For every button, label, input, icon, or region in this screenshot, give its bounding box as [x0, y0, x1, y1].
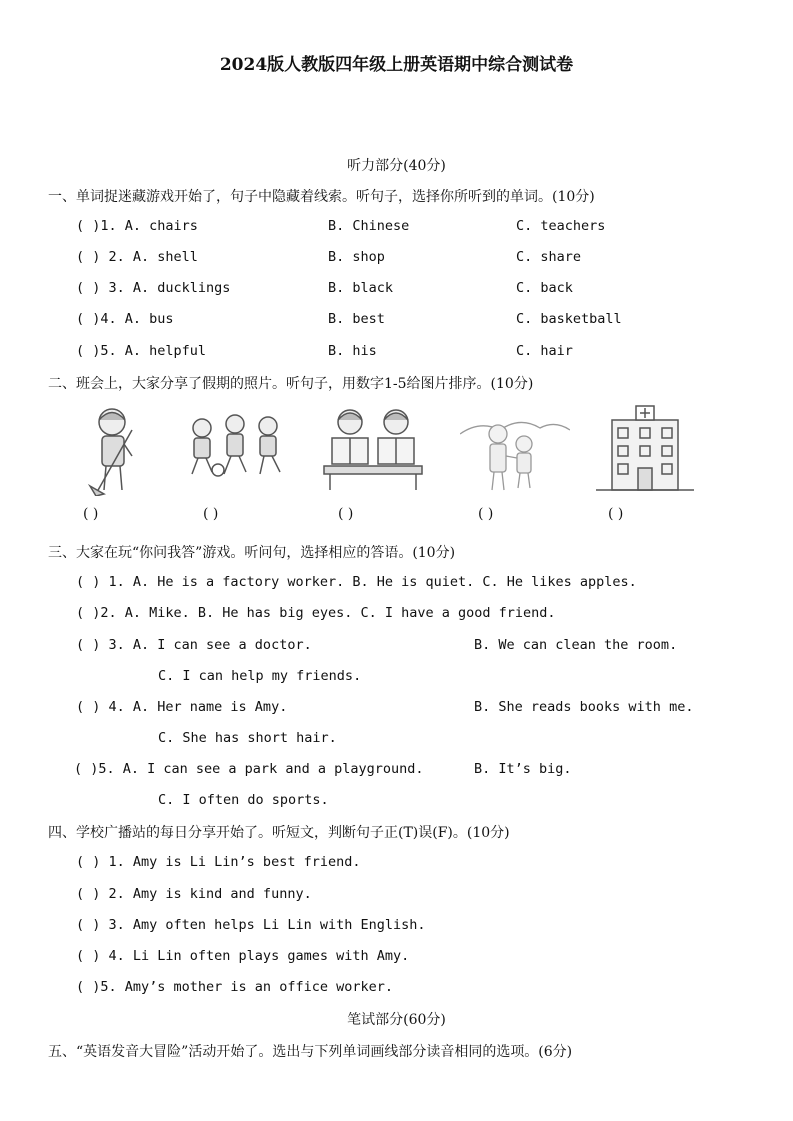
children-reading-on-bench-icon	[318, 400, 428, 496]
hospital-building-icon	[590, 400, 700, 496]
s3-line-4a: ( ) 4. A. Her name is Amy.	[76, 699, 288, 715]
s1-item-2-c: C. share	[516, 249, 582, 265]
section-4-instruction: 四、学校广播站的每日分享开始了。听短文，判断句子正(T)误(F)。(10分)	[48, 825, 510, 841]
s1-item-1-c: C. teachers	[516, 218, 606, 234]
section-5-instruction: 五、“英语发音大冒险”活动开始了。选出与下列单词画线部分读音相同的选项。(6分)	[48, 1044, 573, 1060]
s3-line-2: ( )2. A. Mike. B. He has big eyes. C. I have a good friend.	[76, 605, 556, 621]
s3-line-5a: ( )5. A. I can see a park and a playground.	[74, 761, 424, 777]
s4-item-1: ( ) 1. Amy is Li Lin’s best friend.	[76, 854, 361, 870]
writing-header: 笔试部分(60分)	[347, 1012, 446, 1028]
s4-item-5: ( )5. Amy’s mother is an office worker.	[76, 979, 393, 995]
page-title: 2024版人教版四年级上册英语期中综合测试卷	[219, 55, 574, 75]
s1-item-1-a: ( )1. A. chairs	[76, 218, 198, 234]
s1-item-3-c: C. back	[516, 280, 573, 296]
picture-2-answer[interactable]: ( )	[203, 506, 219, 522]
girl-sweeping-icon	[62, 400, 172, 496]
s1-item-3-b: B. black	[328, 280, 394, 296]
s1-item-4-b: B. best	[328, 311, 385, 327]
s3-line-3a: ( ) 3. A. I can see a doctor.	[76, 637, 312, 653]
s1-item-3-a: ( ) 3. A. ducklings	[76, 280, 231, 296]
s4-item-2: ( ) 2. Amy is kind and funny.	[76, 886, 312, 902]
section-2-instruction: 二、班会上，大家分享了假期的照片。听句子，用数字1-5给图片排序。(10分)	[48, 376, 534, 392]
s1-item-1-b: B. Chinese	[328, 218, 410, 234]
picture-3-answer[interactable]: ( )	[338, 506, 354, 522]
s3-line-4c: C. She has short hair.	[158, 730, 337, 746]
s1-item-2-b: B. shop	[328, 249, 385, 265]
section-1-instruction: 一、单词捉迷藏游戏开始了，句子中隐藏着线索。听句子，选择你所听到的单词。(10分)	[48, 189, 595, 205]
grandpa-and-boy-walking-icon	[460, 400, 570, 496]
picture-5-answer[interactable]: ( )	[608, 506, 624, 522]
s1-item-4-c: C. basketball	[516, 311, 622, 327]
picture-4-answer[interactable]: ( )	[478, 506, 494, 522]
s4-item-4: ( ) 4. Li Lin often plays games with Amy.	[76, 948, 410, 964]
s3-line-3c: C. I can help my friends.	[158, 668, 362, 684]
s3-line-1: ( ) 1. A. He is a factory worker. B. He is quiet. C. He likes apples.	[76, 574, 637, 590]
s1-item-4-a: ( )4. A. bus	[76, 311, 174, 327]
section-3-instruction: 三、大家在玩“你问我答”游戏。听问句，选择相应的答语。(10分)	[48, 545, 456, 561]
s3-line-5c: C. I often do sports.	[158, 792, 329, 808]
s3-line-3b: B. We can clean the room.	[474, 637, 678, 653]
s3-line-5b: B. It’s big.	[474, 761, 572, 777]
s3-line-4b: B. She reads books with me.	[474, 699, 694, 715]
s1-item-5-b: B. his	[328, 343, 377, 359]
boys-playing-football-icon	[180, 400, 290, 496]
s1-item-2-a: ( ) 2. A. shell	[76, 249, 198, 265]
s1-item-5-c: C. hair	[516, 343, 573, 359]
s1-item-5-a: ( )5. A. helpful	[76, 343, 207, 359]
picture-1-answer[interactable]: ( )	[83, 506, 99, 522]
listening-header: 听力部分(40分)	[347, 158, 446, 174]
s4-item-3: ( ) 3. Amy often helps Li Lin with English.	[76, 917, 426, 933]
